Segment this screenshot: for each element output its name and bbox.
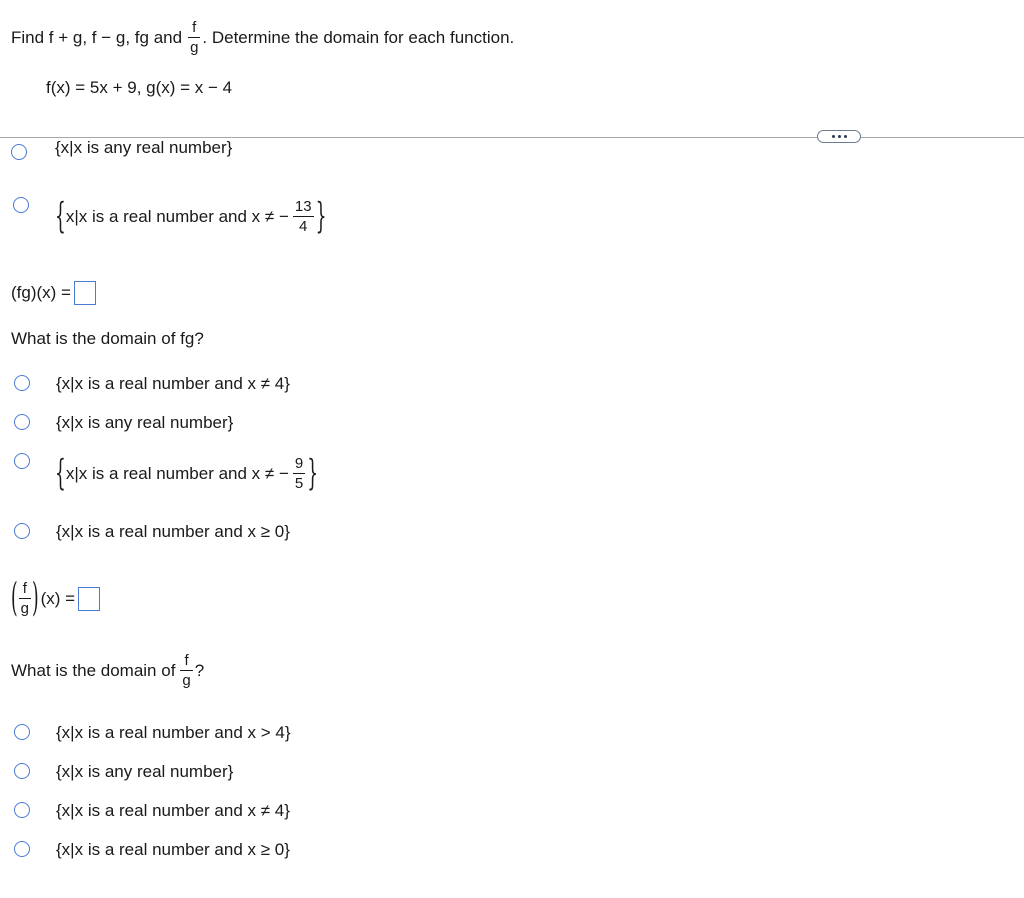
- left-brace: {: [55, 452, 66, 495]
- fg-label: (fg)(x) =: [11, 283, 71, 302]
- dot-icon: [838, 135, 841, 138]
- option-text: x|x is a real number and x ≠ −: [65, 463, 289, 483]
- f-over-g-fraction: [180, 653, 192, 688]
- radio-button[interactable]: [11, 144, 27, 160]
- radio-button[interactable]: [14, 802, 30, 818]
- fg-option-4[interactable]: {x|x is a real number and x ≥ 0}: [56, 522, 290, 541]
- option-x-not-minus-13-4[interactable]: [55, 195, 327, 238]
- header-prefix: Find f + g, f − g, fg and: [11, 27, 183, 47]
- f-div-g-option-4[interactable]: {x|x is a real number and x ≥ 0}: [56, 840, 290, 859]
- f-over-g-fraction: [19, 581, 31, 616]
- fg-domain-question: What is the domain of fg?: [11, 329, 204, 348]
- f-div-g-option-1[interactable]: {x|x is a real number and x > 4}: [56, 723, 291, 742]
- f-div-g-answer-row: [11, 575, 100, 622]
- fraction-denominator: 5: [294, 475, 304, 492]
- dot-icon: [844, 135, 847, 138]
- f-div-g-domain-question: [11, 653, 204, 688]
- fraction-numerator: 13: [294, 198, 312, 215]
- radio-button[interactable]: [14, 841, 30, 857]
- radio-button[interactable]: [14, 763, 30, 779]
- dot-icon: [832, 135, 835, 138]
- question-suffix: ?: [194, 660, 205, 680]
- radio-button[interactable]: [13, 197, 29, 213]
- fg-option-1[interactable]: {x|x is a real number and x ≠ 4}: [56, 374, 290, 393]
- f-div-g-option-2[interactable]: {x|x is any real number}: [56, 762, 234, 781]
- left-paren: (: [11, 575, 18, 622]
- right-brace: }: [307, 452, 319, 495]
- f-div-g-label: (x) =: [40, 588, 76, 608]
- fraction: [293, 456, 305, 491]
- right-brace: }: [315, 195, 327, 238]
- f-div-g-answer-input[interactable]: [78, 587, 100, 611]
- fraction-denominator: g: [190, 39, 199, 56]
- clipped-option: [0, 138, 400, 172]
- f-div-g-option-3[interactable]: {x|x is a real number and x ≠ 4}: [56, 801, 290, 820]
- radio-button[interactable]: [14, 724, 30, 740]
- clipped-option-text: {x|x is any real number}: [55, 138, 233, 157]
- more-options-button[interactable]: [817, 130, 861, 143]
- fraction-numerator: f: [192, 19, 197, 36]
- fg-option-3[interactable]: [55, 452, 319, 495]
- fraction: [293, 199, 314, 234]
- fg-answer-row: [11, 281, 96, 305]
- radio-button[interactable]: [14, 453, 30, 469]
- option-text: x|x is a real number and x ≠ −: [65, 206, 289, 226]
- radio-button[interactable]: [14, 375, 30, 391]
- right-paren: ): [31, 575, 39, 622]
- fg-option-2[interactable]: {x|x is any real number}: [56, 413, 234, 432]
- f-over-g-fraction: [188, 20, 200, 55]
- radio-button[interactable]: [14, 523, 30, 539]
- question-header: [11, 20, 514, 55]
- question-prefix: What is the domain of: [11, 660, 176, 680]
- radio-button[interactable]: [14, 414, 30, 430]
- header-suffix: . Determine the domain for each function.: [202, 27, 515, 47]
- fg-answer-input[interactable]: [74, 281, 96, 305]
- fraction-numerator: f: [22, 580, 27, 597]
- given-functions: f(x) = 5x + 9, g(x) = x − 4: [46, 78, 233, 97]
- fraction-denominator: g: [182, 672, 191, 689]
- fraction-denominator: 4: [299, 218, 308, 235]
- fraction-numerator: f: [184, 652, 189, 669]
- fraction-denominator: g: [20, 600, 29, 617]
- left-brace: {: [55, 195, 66, 238]
- fraction-numerator: 9: [294, 455, 304, 472]
